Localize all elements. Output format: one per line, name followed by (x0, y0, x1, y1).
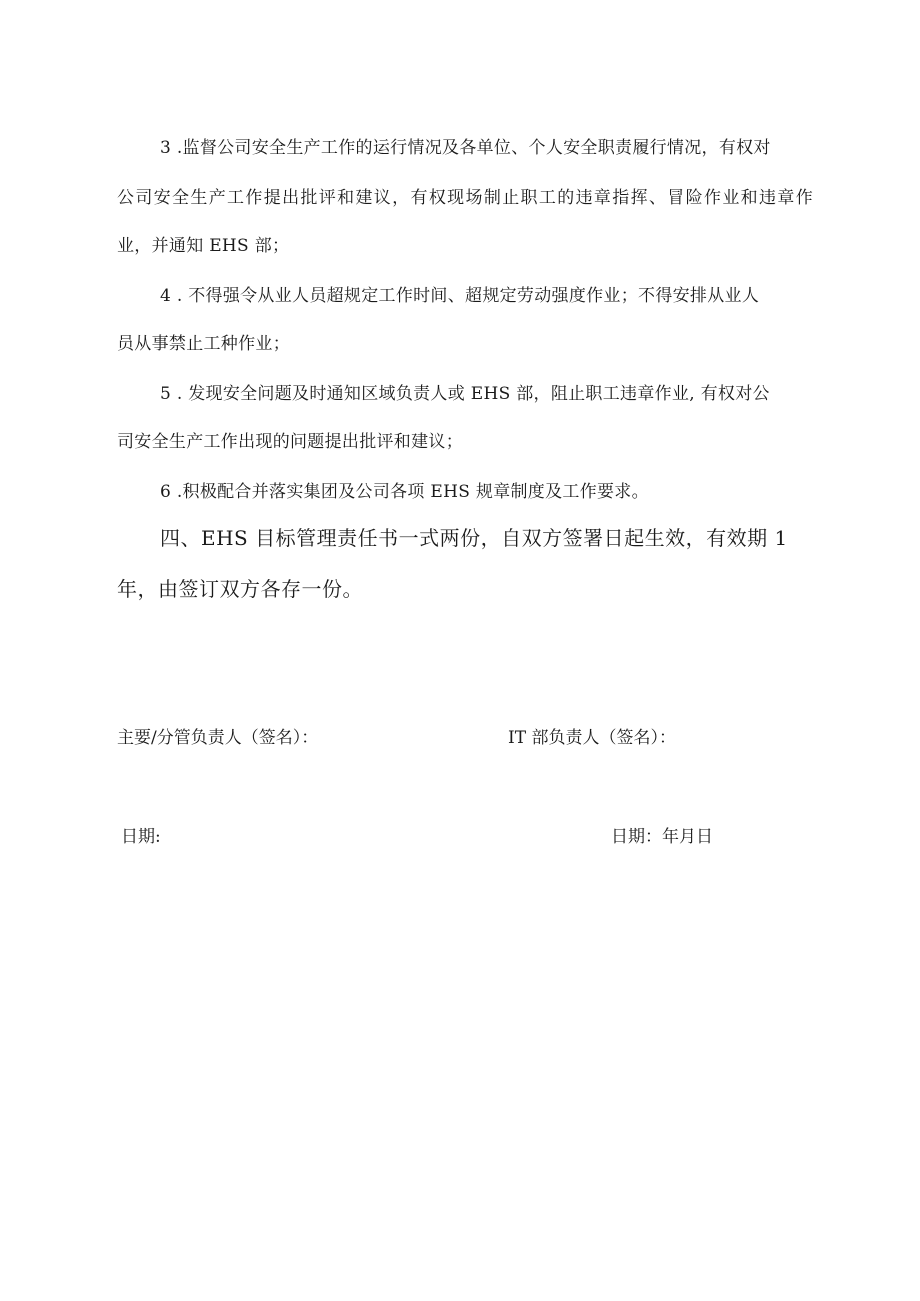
it-dept-date-label: 日期：年月日 (611, 827, 713, 847)
item-4-line-1: 4 . 不得强令从业人员超规定工作时间、超规定劳动强度作业；不得安排从业人 (160, 286, 760, 306)
it-dept-signature-label: IT 部负责人（签名）： (508, 728, 676, 748)
item-5-line-2: 司安全生产工作出现的问题提出批评和建议； (117, 432, 463, 452)
item-3-line-3: 业，并通知 EHS 部； (117, 236, 290, 256)
section-4-line-2: 年，由签订双方各存一份。 (117, 577, 363, 601)
section-4-line-1: 四、EHS 目标管理责任书一式两份，自双方签署日起生效，有效期 1 (160, 526, 788, 550)
item-5-line-1: 5 . 发现安全问题及时通知区域负责人或 EHS 部，阻止职工违章作业, 有权对公 (160, 384, 770, 404)
item-3-line-2: 公司安全生产工作提出批评和建议，有权现场制止职工的违章指挥、冒险作业和违章作 (117, 188, 813, 208)
item-6-line-1: 6 .积极配合并落实集团及公司各项 EHS 规章制度及工作要求。 (160, 482, 649, 502)
item-4-line-2: 员从事禁止工种作业； (117, 334, 290, 354)
principal-signature-label: 主要/分管负责人（签名）： (117, 728, 319, 748)
principal-date-label: 日期: (121, 827, 161, 847)
item-3-line-1: 3 .监督公司安全生产工作的运行情况及各单位、个人安全职责履行情况，有权对 (160, 138, 771, 158)
